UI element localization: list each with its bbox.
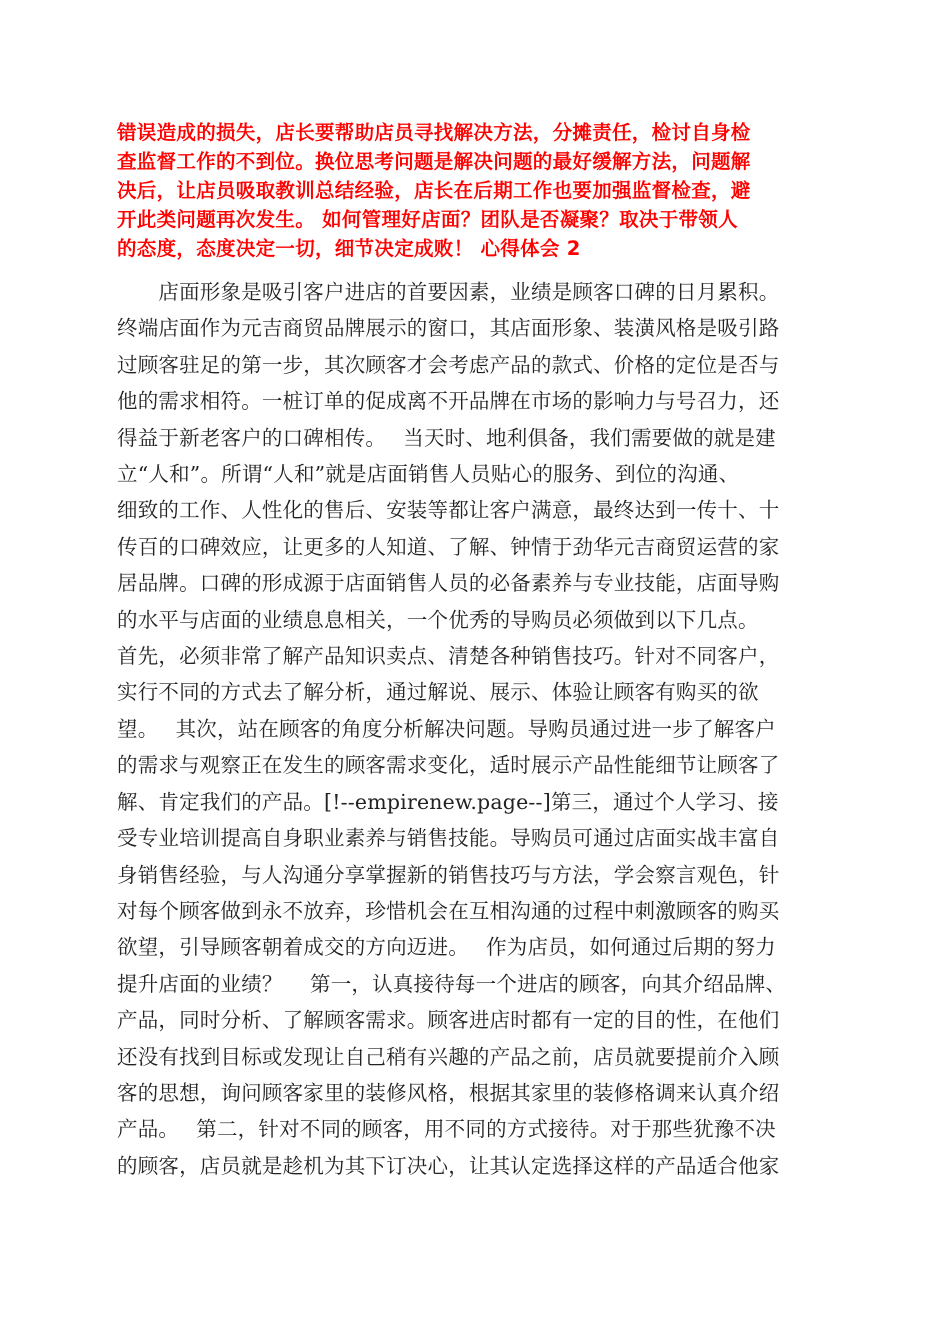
body-text-line: 客的思想，询问顾客家里的装修风格，根据其家里的装修格调来认真介绍 [117, 1080, 780, 1105]
body-text-line: 产品。 第二，针对不同的顾客，用不同的方式接待。对于那些犹豫不决 [117, 1117, 776, 1142]
body-text-line: 居品牌。口碑的形成源于店面销售人员的必备素养与专业技能，店面导购 [117, 571, 780, 596]
body-paragraph [117, 274, 842, 1184]
body-text-line: 解、肯定我们的产品。[!--empirenew.page--]第三，通过个人学习、接 [117, 789, 779, 814]
body-text-line: 终端店面作为元吉商贸品牌展示的窗口，其店面形象、装潢风格是吸引路 [117, 316, 780, 341]
body-text-line: 立“人和”。所谓“人和”就是店面销售人员贴心的服务、到位的沟通、 [117, 462, 740, 487]
body-text-line: 得益于新老客户的口碑相传。 当天时、地利俱备，我们需要做的就是建 [117, 425, 776, 450]
body-text-line: 实行不同的方式去了解分析，通过解说、展示、体验让顾客有购买的欲 [117, 680, 759, 705]
highlighted-text-line: 开此类问题再次发生。 如何管理好店面？团队是否凝聚？取决于带领人 [117, 208, 738, 231]
body-text-line: 传百的口碑效应，让更多的人知道、了解、钟情于劲华元吉商贸运营的家 [117, 534, 780, 559]
body-text-line: 对每个顾客做到永不放弃，珍惜机会在互相沟通的过程中刺激顾客的购买 [117, 898, 780, 923]
body-text-line: 望。 其次，站在顾客的角度分析解决问题。导购员通过进一步了解客户 [117, 716, 776, 741]
body-text-line: 细致的工作、人性化的售后、安装等都让客户满意，最终达到一传十、十 [117, 498, 780, 523]
highlighted-paragraph [117, 118, 842, 263]
body-text-line: 他的需求相符。一桩订单的促成离不开品牌在市场的影响力与号召力，还 [117, 389, 780, 414]
body-text-line: 提升店面的业绩？ 第一，认真接待每一个进店的顾客，向其介绍品牌、 [117, 971, 787, 996]
body-text-line: 首先，必须非常了解产品知识卖点、清楚各种销售技巧。针对不同客户， [117, 644, 780, 669]
body-text-line: 过顾客驻足的第一步，其次顾客才会考虑产品的款式、价格的定位是否与 [117, 352, 780, 377]
body-text-line: 身销售经验，与人沟通分享掌握新的销售技巧与方法，学会察言观色，针 [117, 862, 780, 887]
highlighted-text-line: 查监督工作的不到位。换位思考问题是解决问题的最好缓解方法，问题解 [117, 150, 751, 173]
body-text-line: 店面形象是吸引客户进店的首要因素，业绩是顾客口碑的日月累积。 [117, 280, 780, 304]
body-text-line: 还没有找到目标或发现让自己稍有兴趣的产品之前，店员就要提前介入顾 [117, 1044, 780, 1069]
body-text-line: 欲望，引导顾客朝着成交的方向迈进。 作为店员，如何通过后期的努力 [117, 935, 776, 960]
body-text-line: 受专业培训提高自身职业素养与销售技能。导购员可通过店面实战丰富自 [117, 826, 780, 851]
body-text-line: 的水平与店面的业绩息息相关，一个优秀的导购员必须做到以下几点。 [117, 607, 759, 632]
highlighted-text-line: 错误造成的损失，店长要帮助店员寻找解决方法，分摊责任，检讨自身检 [117, 121, 751, 144]
highlighted-text-line: 的态度，态度决定一切，细节决定成败！ 心得体会 2 [117, 237, 581, 260]
body-text-line: 的需求与观察正在发生的顾客需求变化，适时展示产品性能细节让顾客了 [117, 753, 780, 778]
highlighted-text-line: 决后，让店员吸取教训总结经验，店长在后期工作也要加强监督检查，避 [117, 179, 751, 202]
body-text-line: 的顾客，店员就是趁机为其下订决心，让其认定选择这样的产品适合他家 [117, 1153, 780, 1178]
body-text-line: 产品，同时分析、了解顾客需求。顾客进店时都有一定的目的性，在他们 [117, 1008, 780, 1033]
